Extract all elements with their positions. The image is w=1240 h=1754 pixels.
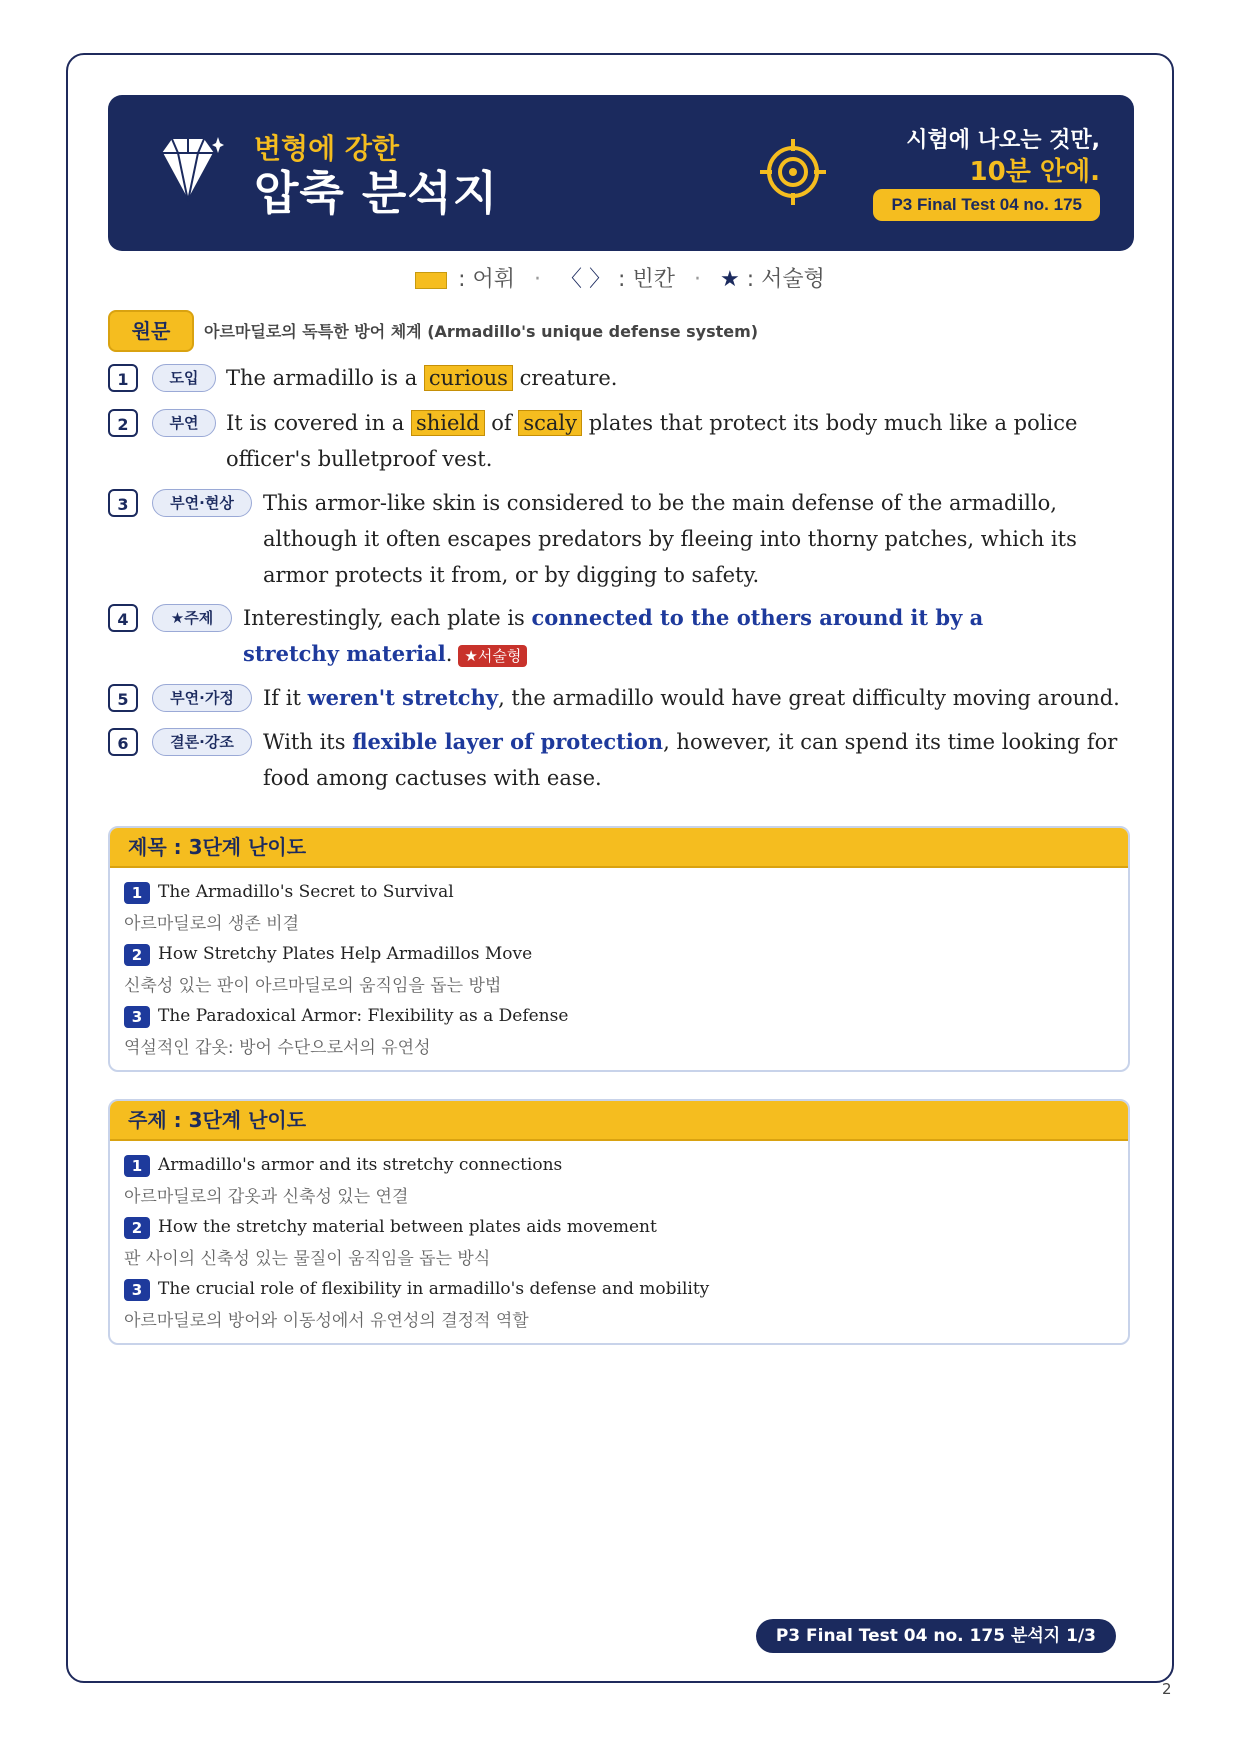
source-label: 원문 bbox=[108, 310, 194, 352]
text-segment: , the armadillo would have great difficulty moving around. bbox=[498, 686, 1120, 710]
sentence-number: 2 bbox=[108, 409, 138, 437]
text-segment: If it bbox=[263, 686, 308, 710]
sentence-number: 3 bbox=[108, 489, 138, 517]
blank-bracket-icon: 〈 〉 bbox=[560, 267, 612, 292]
source-title: 아르마딜로의 독특한 방어 체계 (Armadillo's unique defense system) bbox=[204, 322, 759, 341]
legend-vocab: : 어휘 bbox=[458, 267, 516, 292]
sentence-text bbox=[226, 405, 1116, 477]
option-english: The crucial role of flexibility in armadillo's defense and mobility bbox=[158, 1279, 710, 1299]
key-phrase: connected to the others around it by a stretchy material bbox=[243, 605, 984, 666]
page-number: 2 bbox=[1162, 1680, 1172, 1698]
tagline-line1: 시험에 나오는 것만, bbox=[906, 128, 1100, 153]
option-korean: 아르마딜로의 생존 비결 bbox=[124, 914, 300, 934]
vocab-swatch-icon bbox=[415, 272, 447, 289]
vocab-highlight: curious bbox=[424, 365, 513, 391]
diamond-icon bbox=[158, 135, 224, 207]
tagline-line2: 10분 안에. bbox=[969, 157, 1100, 187]
text-segment: The armadillo is a bbox=[226, 366, 424, 390]
title-panel bbox=[108, 826, 1130, 1072]
topic-panel-heading: 주제 : 3단계 난이도 bbox=[110, 1101, 1128, 1141]
text-segment: With its bbox=[263, 730, 353, 754]
option-english: Armadillo's armor and its stretchy connections bbox=[158, 1155, 563, 1175]
option-korean: 아르마딜로의 갑옷과 신축성 있는 연결 bbox=[124, 1187, 409, 1207]
option-english: How Stretchy Plates Help Armadillos Move bbox=[158, 944, 533, 964]
text-segment: . bbox=[445, 642, 453, 666]
option-english: The Armadillo's Secret to Survival bbox=[158, 882, 454, 902]
text-segment: , however, it can spend its time looking for food among cactuses with ease. bbox=[263, 730, 1118, 790]
sentence-number: 1 bbox=[108, 364, 138, 392]
title-panel-heading: 제목 : 3단계 난이도 bbox=[110, 828, 1128, 868]
sentence-role: 부연·가정 bbox=[152, 684, 252, 712]
vocab-highlight: scaly bbox=[518, 410, 582, 436]
legend-separator: · bbox=[693, 267, 701, 292]
key-phrase: flexible layer of protection bbox=[352, 729, 664, 754]
text-segment: creature. bbox=[512, 366, 618, 390]
text-segment: plates that protect its body much like a police officer's bulletproof vest. bbox=[226, 411, 1078, 471]
option-number: 2 bbox=[124, 1217, 150, 1239]
header-title: 압축 분석지 bbox=[254, 166, 499, 220]
sentence-text bbox=[263, 680, 1121, 716]
text-segment: It is covered in a bbox=[226, 411, 411, 435]
option-english: The Paradoxical Armor: Flexibility as a Defense bbox=[158, 1006, 569, 1026]
topic-panel bbox=[108, 1099, 1130, 1345]
legend-separator: · bbox=[534, 267, 542, 292]
option-number: 1 bbox=[124, 882, 150, 904]
text-segment: Interestingly, each plate is bbox=[243, 606, 532, 630]
header-subtitle: 변형에 강한 bbox=[254, 132, 399, 165]
essay-badge: ★서술형 bbox=[458, 645, 527, 667]
footer-label: P3 Final Test 04 no. 175 분석지 1/3 bbox=[756, 1619, 1116, 1653]
option-number: 3 bbox=[124, 1279, 150, 1301]
legend-blank: : 빈칸 bbox=[618, 267, 675, 292]
sentence-role: 부연 bbox=[152, 409, 216, 437]
option-number: 3 bbox=[124, 1006, 150, 1028]
test-id-badge: P3 Final Test 04 no. 175 bbox=[873, 189, 1100, 221]
option-korean: 판 사이의 신축성 있는 물질이 움직임을 돕는 방식 bbox=[124, 1249, 491, 1269]
sentence-number: 5 bbox=[108, 684, 138, 712]
option-english: How the stretchy material between plates aids movement bbox=[158, 1217, 657, 1237]
option-number: 2 bbox=[124, 944, 150, 966]
star-icon: ★ bbox=[719, 267, 740, 292]
sentence-text bbox=[226, 360, 1116, 396]
legend bbox=[0, 262, 1240, 293]
key-phrase: weren't stretchy bbox=[307, 685, 499, 710]
sentence-role: 결론·강조 bbox=[152, 728, 252, 756]
sentence-number: 6 bbox=[108, 728, 138, 756]
target-icon bbox=[760, 139, 826, 205]
vocab-highlight: shield bbox=[411, 410, 485, 436]
sentence-role: 도입 bbox=[152, 364, 216, 392]
option-korean: 신축성 있는 판이 아르마딜로의 움직임을 돕는 방법 bbox=[124, 976, 502, 996]
sentence-role: 부연·현상 bbox=[152, 489, 252, 517]
legend-essay: : 서술형 bbox=[746, 267, 825, 292]
sentence-role: ★주제 bbox=[152, 604, 232, 632]
text-segment: of bbox=[484, 411, 519, 435]
sentence-text: This armor-like skin is considered to be the main defense of the armadillo, although it often escapes predators by fleeing into thorny patches, which its armor protects it from, or by digging to safety. bbox=[263, 491, 1077, 587]
option-korean: 아르마딜로의 방어와 이동성에서 유연성의 결정적 역할 bbox=[124, 1311, 529, 1331]
header-banner bbox=[108, 95, 1134, 251]
sentence-number: 4 bbox=[108, 604, 138, 632]
option-number: 1 bbox=[124, 1155, 150, 1177]
sentence-text bbox=[263, 724, 1121, 796]
sentence-text bbox=[243, 600, 1073, 672]
option-korean: 역설적인 갑옷: 방어 수단으로서의 유연성 bbox=[124, 1038, 431, 1058]
